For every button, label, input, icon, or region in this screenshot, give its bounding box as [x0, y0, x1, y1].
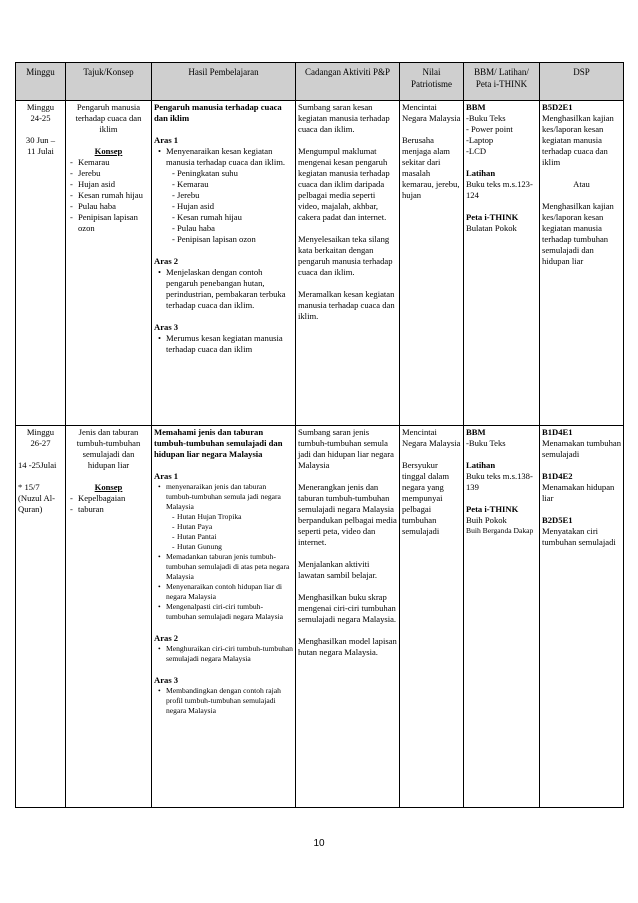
minggu-note: Quran): [18, 504, 43, 514]
bbm-item: -Buku Teks: [466, 113, 506, 123]
list-item: - Hujan asid: [172, 201, 293, 212]
dsp-code: B5D2E1: [542, 102, 573, 112]
page-number: 10: [313, 838, 325, 849]
aktiviti-item: Menyelesaikan teka silang kata berkaitan dengan pengaruh manusia terhadap cuaca dan iklim.: [298, 234, 393, 277]
tajuk-cell: [66, 426, 152, 808]
peta-text: Buih Pokok: [466, 515, 507, 525]
latihan-title: Latihan: [466, 168, 496, 178]
list-item: - Jerebu: [68, 168, 149, 179]
list-item: - Hutan Gunung: [172, 542, 293, 552]
minggu-cell: [16, 426, 66, 808]
aras-1-sublist: [154, 512, 293, 552]
minggu-note: * 15/7: [18, 482, 40, 492]
peta-text: Bulatan Pokok: [466, 223, 517, 233]
minggu-date-end: 11 Julai: [27, 146, 54, 156]
aktiviti-item: Menghasilkan model lapisan hutan negara Malaysia.: [298, 636, 397, 657]
latihan-text: Buku teks m.s.138-139: [466, 471, 533, 492]
nilai-item: Berusaha menjaga alam sekitar dari masalah kemarau, jerebu, hujan: [402, 135, 460, 200]
nilai-cell: [400, 101, 464, 426]
hasil-cell: [152, 101, 296, 426]
list-item: • Mengenalpasti ciri-ciri tumbuh-tumbuhan semulajadi negara Malaysia: [154, 602, 293, 622]
list-item: - taburan: [68, 504, 149, 515]
latihan-text: Buku teks m.s.123-124: [466, 179, 533, 200]
aktiviti-item: Meramalkan kesan kegiatan manusia terhadap cuaca dan iklim.: [298, 289, 395, 321]
header-nilai: Nilai Patriotisme: [400, 63, 464, 101]
hasil-title: Memahami jenis dan taburan tumbuh-tumbuhan semulajadi dan hidupan liar negara Malaysia: [154, 427, 283, 459]
tajuk-title: Pengaruh manusia terhadap cuaca dan iklim: [75, 102, 142, 134]
dsp-code: B1D4E1: [542, 427, 573, 437]
aras-1-list: [154, 482, 293, 512]
bbm-cell: [464, 101, 540, 426]
table-row: [16, 426, 624, 808]
aras-1-sublist: [154, 168, 293, 245]
konsep-label: Konsep: [94, 482, 123, 492]
list-item: - Kepelbagaian: [68, 493, 149, 504]
minggu-label: Minggu: [26, 427, 55, 437]
aras-1-more-list: [154, 552, 293, 622]
konsep-list: [68, 493, 149, 515]
minggu-label: Minggu: [26, 102, 55, 112]
list-item: • Menjelaskan dengan contoh pengaruh penebangan hutan, perindustrian, pembakaran terbuka terhadap cuaca dan iklim.: [154, 267, 293, 311]
tajuk-title: Jenis dan taburan tumbuh-tumbuhan semulajadi dan hidupan liar: [76, 427, 141, 470]
aras-2-label: Aras 2: [154, 633, 179, 643]
bbm-title: BBM: [466, 427, 486, 437]
hasil-title: Pengaruh manusia terhadap cuaca dan iklim: [154, 102, 282, 123]
aktiviti-item: Menjalankan aktiviti lawatan sambil belajar.: [298, 559, 377, 580]
bbm-title: BBM: [466, 102, 486, 112]
aras-2-list: [154, 267, 293, 311]
list-item: - Kesan rumah hijau: [68, 190, 149, 201]
dsp-code: B2D5E1: [542, 515, 573, 525]
list-item: - Jerebu: [172, 190, 293, 201]
bbm-cell: [464, 426, 540, 808]
aras-2-label: Aras 2: [154, 256, 179, 266]
list-item: • Memadankan taburan jenis tumbuh-tumbuhan semulajadi di atas peta negara Malaysia: [154, 552, 293, 582]
aras-1-label: Aras 1: [154, 135, 179, 145]
list-item: • Menghuraikan ciri-ciri tumbuh-tumbuhan semulajadi negara Malaysia: [154, 644, 293, 664]
header-tajuk: Tajuk/Konsep: [66, 63, 152, 101]
list-item: - Hutan Paya: [172, 522, 293, 532]
minggu-range: 24-25: [30, 113, 51, 123]
nilai-item: Mencintai Negara Malaysia: [402, 427, 461, 448]
nilai-item: Bersyukur tinggal dalam negara yang mempunyai pelbagai tumbuhan semulajadi: [402, 460, 450, 536]
dsp-atau: Atau: [573, 179, 590, 189]
aras-2-list: [154, 644, 293, 664]
tajuk-cell: [66, 101, 152, 426]
aras-3-list: [154, 333, 293, 355]
dsp-text: Menamakan tumbuhan semulajadi: [542, 438, 621, 459]
nilai-item: Mencintai Negara Malaysia: [402, 102, 461, 123]
list-item: • Menyenaraikan contoh hidupan liar di negara Malaysia: [154, 582, 293, 602]
dsp-text: Menghasilkan kajian kes/laporan kesan kegiatan manusia terhadap cuaca dan iklim: [542, 113, 614, 167]
header-hasil: Hasil Pembelajaran: [152, 63, 296, 101]
konsep-label: Konsep: [94, 146, 123, 156]
hasil-cell: [152, 426, 296, 808]
list-item: - Penipisan lapisan ozon: [172, 234, 293, 245]
aras-1-list: [154, 146, 293, 168]
list-item: - Kesan rumah hijau: [172, 212, 293, 223]
aktiviti-item: Sumbang saran kesan kegiatan manusia terhadap cuaca dan iklim.: [298, 102, 390, 134]
aras-3-label: Aras 3: [154, 675, 179, 685]
list-item: - Peningkatan suhu: [172, 168, 293, 179]
list-item: - Hutan Pantai: [172, 532, 293, 542]
header-aktiviti: Cadangan Aktiviti P&P: [296, 63, 400, 101]
lesson-plan-table: [15, 62, 624, 808]
bbm-item: -LCD: [466, 146, 487, 156]
list-item: • Membandingkan dengan contoh rajah profil tumbuh-tumbuhan semulajadi negara Malaysia: [154, 686, 293, 716]
minggu-range: 26-27: [30, 438, 51, 448]
list-item: - Penipisan lapisan ozon: [68, 212, 149, 234]
minggu-note: (Nuzul Al-: [18, 493, 55, 503]
table-row: [16, 101, 624, 426]
aras-3-list: [154, 686, 293, 716]
header-dsp: DSP: [540, 63, 624, 101]
aras-1-label: Aras 1: [154, 471, 179, 481]
list-item: - Hutan Hujan Tropika: [172, 512, 293, 522]
header-row: [16, 63, 624, 101]
dsp-code: B1D4E2: [542, 471, 573, 481]
list-item: - Kemarau: [68, 157, 149, 168]
header-minggu: Minggu: [16, 63, 66, 101]
dsp-cell: [540, 101, 624, 426]
header-bbm: BBM/ Latihan/ Peta i-THINK: [464, 63, 540, 101]
list-item: - Pulau haba: [68, 201, 149, 212]
list-item: - Pulau haba: [172, 223, 293, 234]
list-item: • menyenaraikan jenis dan taburan tumbuh-tumbuhan semula jadi negara Malaysia: [154, 482, 293, 512]
dsp-text: Menghasilkan kajian kes/laporan kesan kegiatan manusia terhadap tumbuhan semulajadi dan hidupan liar: [542, 201, 614, 266]
list-item: • Menyenaraikan kesan kegiatan manusia terhadap cuaca dan iklim.: [154, 146, 293, 168]
aktiviti-item: Menghasilkan buku skrap mengenai ciri-ciri tumbuhan semulajadi negara Malaysia.: [298, 592, 397, 624]
konsep-list: [68, 157, 149, 234]
peta-title: Peta i-THINK: [466, 504, 519, 514]
bbm-item: - Power point: [466, 124, 513, 134]
dsp-text: Menamakan hidupan liar: [542, 482, 615, 503]
list-item: - Kemarau: [172, 179, 293, 190]
aktiviti-cell: [296, 101, 400, 426]
dsp-cell: [540, 426, 624, 808]
aktiviti-cell: [296, 426, 400, 808]
minggu-cell: [16, 101, 66, 426]
nilai-cell: [400, 426, 464, 808]
aras-3-label: Aras 3: [154, 322, 179, 332]
aktiviti-item: Sumbang saran jenis tumbuh-tumbuhan semula jadi dan hidupan liar negara Malaysia: [298, 427, 394, 470]
peta-extra: Buih Berganda Dakap: [466, 526, 534, 535]
minggu-date-start: 30 Jun –: [25, 135, 56, 145]
latihan-title: Latihan: [466, 460, 496, 470]
aktiviti-item: Mengumpul maklumat mengenai kesan pengaruh kegiatan manusia terhadap cuaca dan iklim daripada pelbagai media seperti video, majalah, akhbar, cakera padat dan internet.: [298, 146, 390, 222]
bbm-item: -Buku Teks: [466, 438, 506, 448]
minggu-date: 14 -25Julai: [18, 460, 57, 470]
peta-title: Peta i-THINK: [466, 212, 519, 222]
list-item: - Hujan asid: [68, 179, 149, 190]
dsp-text: Menyatakan ciri tumbuhan semulajadi: [542, 526, 616, 547]
aktiviti-item: Menerangkan jenis dan taburan tumbuh-tumbuhan semulajadi negara Malaysia berpandukan pelbagai media seperti peta, video dan internet.: [298, 482, 397, 547]
list-item: • Merumus kesan kegiatan manusia terhadap cuaca dan iklim: [154, 333, 293, 355]
bbm-item: -Laptop: [466, 135, 494, 145]
